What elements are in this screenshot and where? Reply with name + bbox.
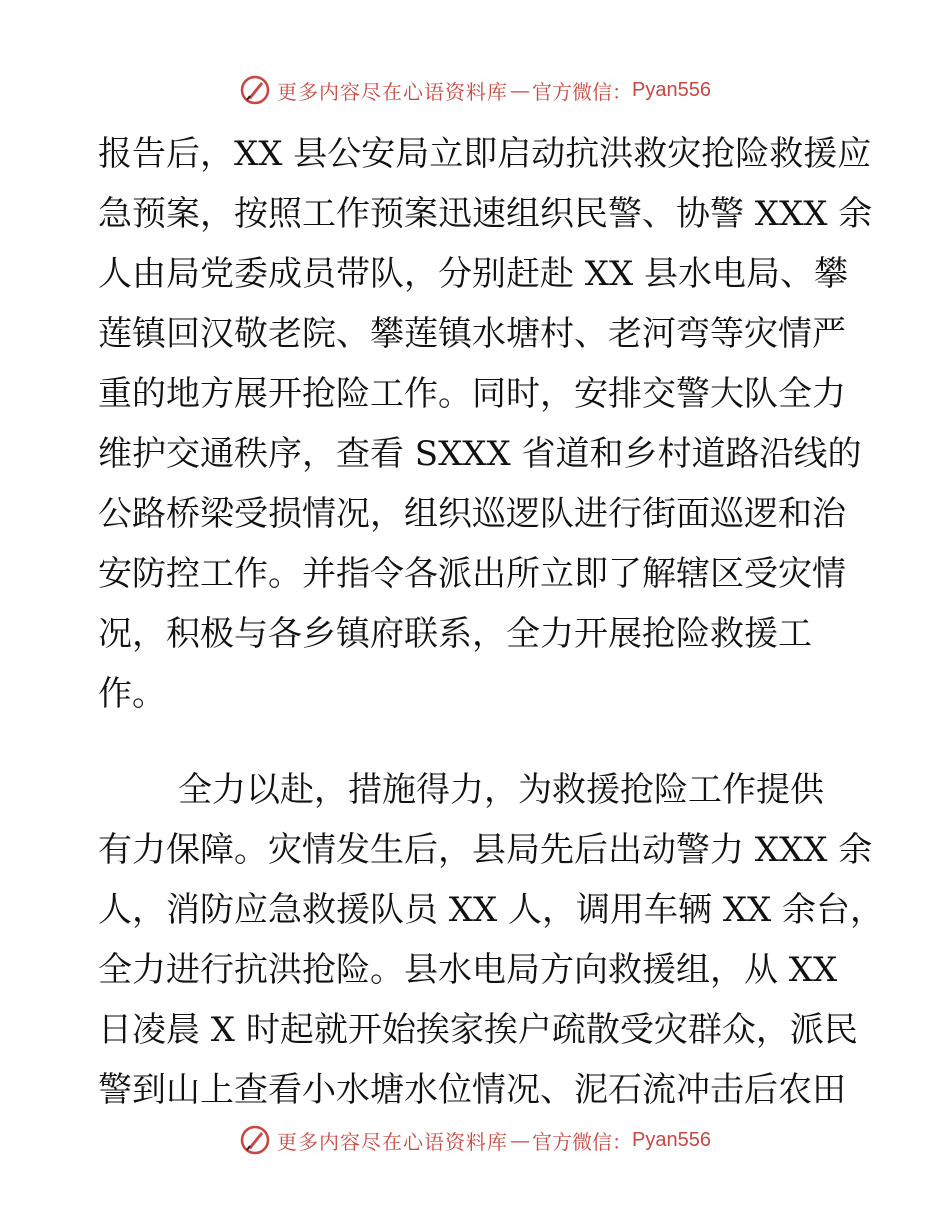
text-line: 全力进行抗洪抢险。县水电局方向救援组，从 XX	[98, 950, 838, 990]
watermark-wechat-label: 官方微信：	[532, 79, 633, 104]
footer-watermark	[0, 1120, 950, 1160]
text-line: 急预案，按照工作预案迅速组织民警、协警 XXX 余	[98, 194, 873, 234]
watermark-lead-text: 更多内容尽在心语资料库	[277, 79, 509, 104]
text-line: 报告后，XX 县公安局立即启动抗洪救灾抢险救援应	[98, 134, 872, 174]
paragraph-gap	[98, 724, 858, 760]
text-line: 人，消防应急救援队员 XX 人，调用车辆 XX 余台，	[98, 890, 885, 930]
paragraph	[98, 760, 885, 1120]
text-line: 莲镇回汉敬老院、攀莲镇水塘村、老河弯等灾情严	[98, 314, 846, 354]
text-line: 日凌晨 X 时起就开始挨家挨户疏散受灾群众，派民	[98, 1010, 858, 1050]
text-line: 人由局党委成员带队，分别赶赴 XX 县水电局、攀	[98, 254, 849, 294]
document-body	[98, 124, 885, 1120]
feather-pen-logo-icon	[239, 1124, 271, 1156]
watermark-lead-text: 更多内容尽在心语资料库	[277, 1129, 509, 1154]
watermark-wechat-id: Pyan556	[632, 78, 711, 101]
paragraph	[98, 124, 873, 724]
text-line: 有力保障。灾情发生后，县局先后出动警力 XXX 余	[98, 830, 873, 870]
watermark-wechat-id: Pyan556	[632, 1128, 711, 1151]
text-line: 警到山上查看小水塘水位情况、泥石流冲击后农田	[98, 1070, 846, 1110]
text-line-indented: 全力以赴，措施得力，为救援抢险工作提供	[178, 770, 824, 810]
text-line: 况，积极与各乡镇府联系，全力开展抢险救援工	[98, 614, 812, 654]
text-line: 重的地方展开抢险工作。同时，安排交警大队全力	[98, 374, 846, 414]
text-line: 公路桥梁受损情况，组织巡逻队进行街面巡逻和治	[98, 494, 846, 534]
watermark-dash: —	[510, 78, 531, 102]
text-line: 作。	[98, 674, 166, 714]
watermark-dash: —	[510, 1128, 531, 1152]
header-watermark	[0, 70, 950, 110]
watermark-wechat-label: 官方微信：	[532, 1129, 633, 1154]
feather-pen-logo-icon	[239, 74, 271, 106]
text-line: 安防控工作。并指令各派出所立即了解辖区受灾情	[98, 554, 846, 594]
text-line: 维护交通秩序，查看 SXXX 省道和乡村道路沿线的	[98, 434, 862, 474]
